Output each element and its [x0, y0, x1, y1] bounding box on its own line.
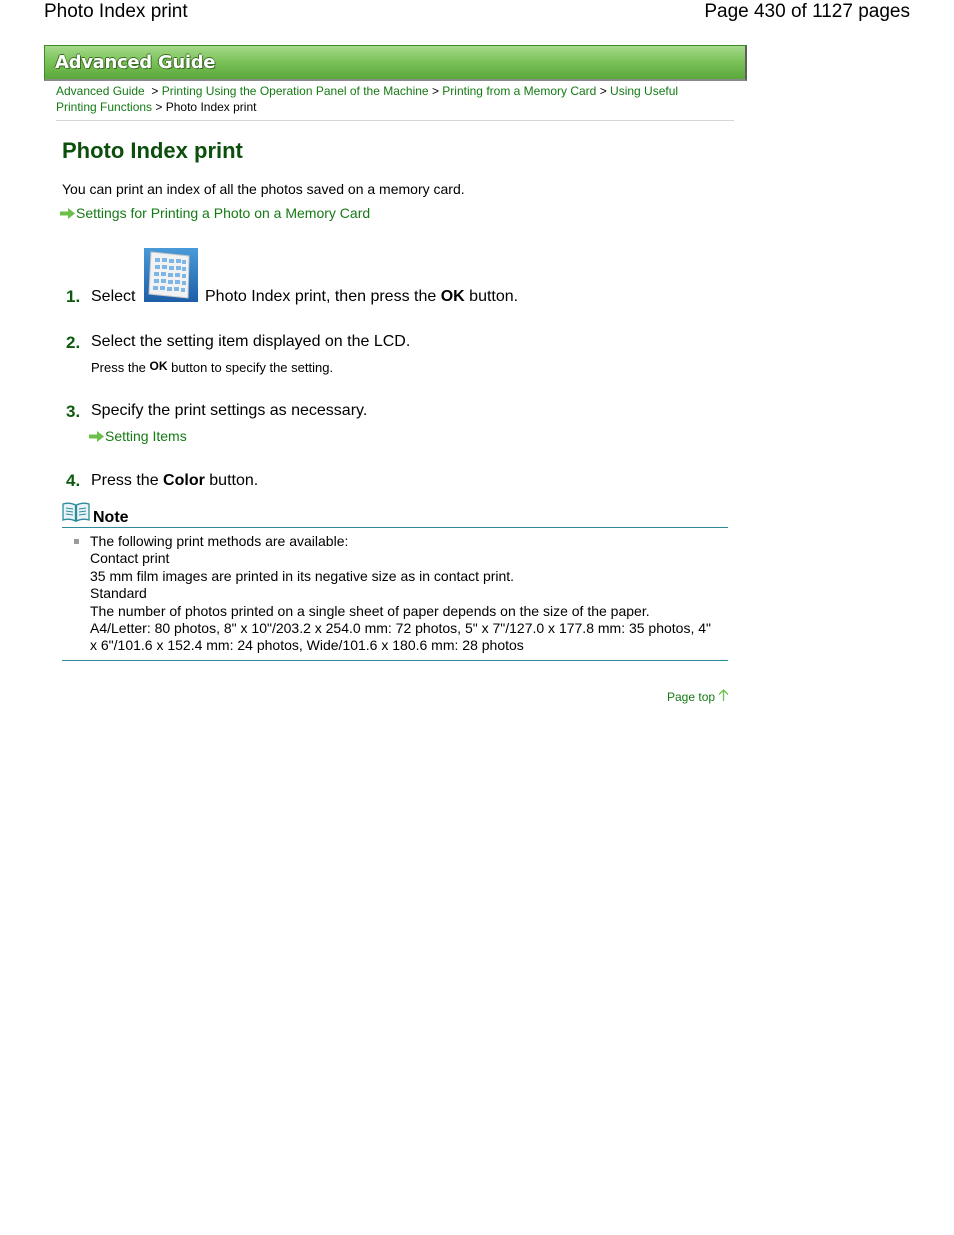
note-label: Note — [93, 509, 129, 526]
page-top-label: Page top — [667, 689, 716, 704]
arrow-right-icon — [89, 431, 104, 442]
note-line: x 6"/101.6 x 152.4 mm: 24 photos, Wide/101.6 x 180.6 mm: 28 photos — [90, 637, 524, 654]
note-line: 35 mm film images are printed in its negative size as in contact print. — [90, 567, 515, 584]
banner-title: Advanced Guide — [55, 52, 216, 73]
intro-text: You can print an index of all the photos saved on a memory card. — [62, 181, 465, 197]
advanced-guide-banner — [44, 45, 747, 81]
breadcrumb-separator: > — [151, 84, 159, 98]
note-header — [62, 502, 129, 527]
divider — [56, 120, 734, 121]
note-divider-top — [62, 527, 728, 528]
ok-button-label: OK — [440, 288, 465, 305]
step-1-text: Photo Index print, then press the OK button. — [205, 288, 519, 305]
step-1-select-label: Select — [91, 288, 136, 305]
note-line: Contact print — [90, 550, 170, 567]
note-body — [90, 533, 720, 655]
step-4-text: Press the Color button. — [91, 472, 259, 489]
breadcrumb-separator: > — [599, 84, 607, 98]
step-number: 2. — [66, 333, 81, 352]
link-setting-items-label: Setting Items — [105, 428, 187, 444]
breadcrumb-link-memory-card[interactable]: Printing from a Memory Card — [442, 84, 597, 98]
document-title: Photo Index print — [44, 1, 188, 22]
ok-button-label: OK — [149, 359, 168, 373]
color-button-label: Color — [163, 472, 205, 489]
note-line: The number of photos printed on a single sheet of paper depends on the size of the paper. — [90, 602, 650, 619]
breadcrumb-current: Photo Index print — [165, 100, 257, 114]
arrow-up-icon — [718, 689, 729, 704]
note-line: Standard — [90, 585, 147, 602]
breadcrumb-link-operation-panel[interactable]: Printing Using the Operation Panel of the Machine — [161, 84, 429, 98]
note-divider-bottom — [62, 660, 728, 661]
link-settings-printing[interactable] — [60, 205, 370, 221]
photo-index-print-icon — [144, 248, 198, 302]
page-title: Photo Index print — [62, 138, 243, 163]
arrow-right-icon — [60, 208, 75, 219]
breadcrumb-link-useful-functions[interactable]: Using Useful Printing Functions — [56, 84, 679, 114]
breadcrumb-link-advanced-guide[interactable]: Advanced Guide — [56, 84, 145, 98]
link-settings-printing-label: Settings for Printing a Photo on a Memory Card — [76, 205, 371, 221]
bullet-icon — [74, 539, 79, 544]
book-icon — [62, 502, 90, 527]
page-top-link[interactable] — [667, 689, 729, 704]
step-number: 1. — [66, 287, 81, 306]
note-line: The following print methods are available: — [90, 533, 349, 549]
step-3-text: Specify the print settings as necessary. — [91, 402, 368, 419]
page-counter: Page 430 of 1127 pages — [704, 1, 910, 22]
step-number: 4. — [66, 471, 81, 490]
breadcrumb-separator: > — [431, 84, 439, 98]
note-line: A4/Letter: 80 photos, 8" x 10"/203.2 x 254.0 mm: 72 photos, 5" x 7"/127.0 x 177.8 mm: 35 photos, 4" — [90, 620, 712, 637]
breadcrumb — [56, 83, 716, 115]
step-number: 3. — [66, 402, 81, 421]
link-setting-items[interactable] — [89, 428, 187, 444]
step-2-subtext: Press the OK button to specify the setting. — [91, 359, 334, 375]
step-2-text: Select the setting item displayed on the LCD. — [91, 333, 411, 350]
breadcrumb-separator: > — [155, 100, 163, 114]
